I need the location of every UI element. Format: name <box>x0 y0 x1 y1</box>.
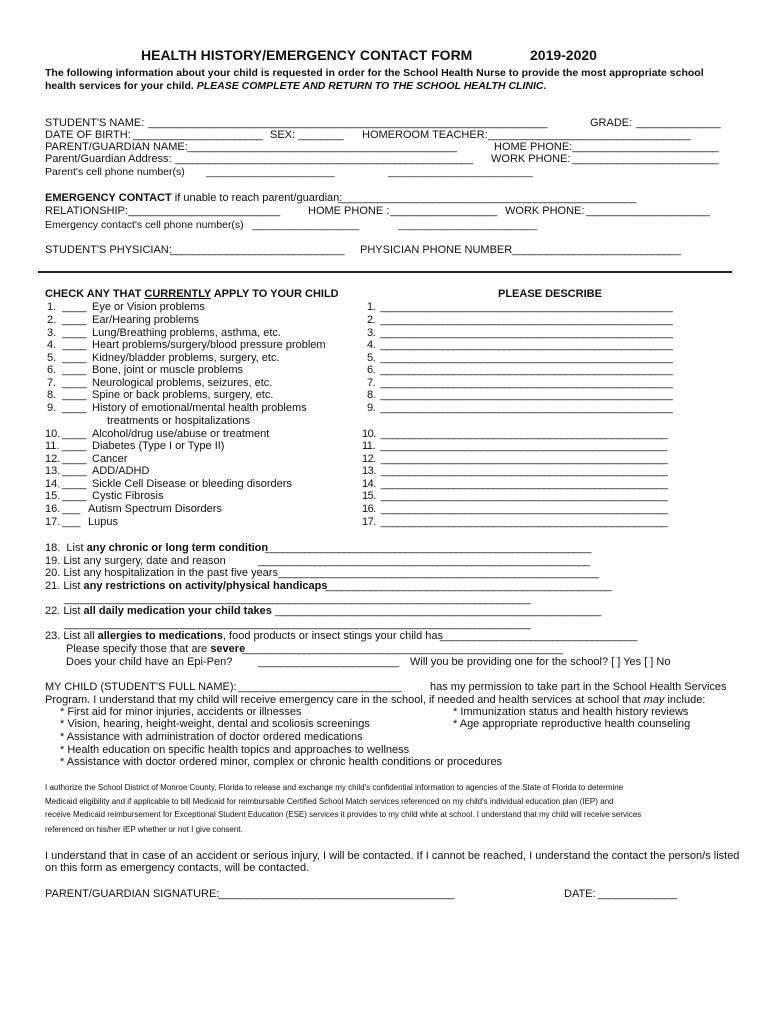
item-number: 16. <box>45 503 61 515</box>
checklist-label-3: Lung/Breathing problems, asthma, etc. <box>92 327 281 339</box>
q23-post: , food products or insect stings your child has <box>222 630 444 642</box>
checklist-heading <box>45 288 339 300</box>
question-18 <box>45 542 268 554</box>
parent-address-label: Parent/Guardian Address: <box>45 153 172 165</box>
question-22-field[interactable]: __________________________________________________________ <box>275 605 601 617</box>
service-item-1: * First aid for minor injuries, accidents or illnesses <box>60 706 302 718</box>
dob-field[interactable]: _______________________ <box>133 129 263 141</box>
item-number: 6. <box>47 364 57 376</box>
q22-bold: all daily medication your child takes <box>83 605 272 617</box>
checklist-label-4: Heart problems/surgery/blood pressure problem <box>92 339 326 351</box>
emergency-label-rest: if unable to reach parent/guardian: <box>174 192 343 204</box>
sex-label: SEX: <box>270 129 296 141</box>
checklist-box-10[interactable]: ____ <box>62 428 87 440</box>
q22-pre: 22. List <box>45 605 81 617</box>
question-20-field[interactable]: _________________________________________________________ <box>278 567 599 579</box>
closing-line-2: on this form as emergency contacts, will be contacted. <box>45 862 310 874</box>
question-22-field-2[interactable]: ___________________________________________________________________________________ <box>64 618 531 630</box>
relationship-label: RELATIONSHIP: <box>45 205 128 217</box>
item-number: 2. <box>47 314 57 326</box>
date-field[interactable]: ______________ <box>598 888 677 900</box>
checklist-label-7: Neurological problems, seizures, etc. <box>92 377 273 389</box>
service-item-4: * Health education on specific health topics and approaches to wellness <box>60 744 410 756</box>
question-19: 19. List any surgery, date and reason <box>45 555 226 567</box>
student-name-field[interactable]: _______________________________________________________________________ <box>148 117 547 129</box>
checklist-item-10 <box>45 428 60 440</box>
sex-field[interactable]: ________ <box>298 129 343 141</box>
emergency-home-phone-field[interactable]: ___________________ <box>390 205 497 217</box>
checklist-item-14 <box>45 478 60 490</box>
permission-line-2 <box>45 694 705 706</box>
physician-field[interactable]: _______________________________ <box>170 244 345 256</box>
item-number: 1. <box>47 301 57 313</box>
checklist-item-1 <box>47 301 56 313</box>
checklist-item-12 <box>45 453 60 465</box>
describe-line-5[interactable]: 5. ____________________________________________________ <box>367 352 673 364</box>
parent-name-label: PARENT/GUARDIAN NAME: <box>45 141 188 153</box>
item-number: 12. <box>45 453 61 465</box>
question-21-field-2[interactable]: ___________________________________________________________________________________ <box>64 593 531 605</box>
physician-phone-label: PHYSICIAN PHONE NUMBER <box>360 244 513 256</box>
q18-pre: List <box>66 542 84 554</box>
severe-bold: severe <box>210 643 246 655</box>
checklist-item-15 <box>45 490 60 502</box>
checklist-label-13: ADD/ADHD <box>92 465 150 477</box>
work-phone-field[interactable]: __________________________ <box>572 153 719 165</box>
checklist-box-11[interactable]: ____ <box>62 440 87 452</box>
emergency-cell-label: Emergency contact's cell phone number(s) <box>45 219 244 231</box>
form-year: 2019-2020 <box>530 47 597 63</box>
describe-line-16[interactable]: 16. ___________________________________________________ <box>362 503 668 515</box>
dob-label: DATE OF BIRTH: <box>45 129 131 141</box>
parent-address-field[interactable]: _____________________________________________________ <box>175 153 473 165</box>
item-number: 13. <box>45 465 61 477</box>
intro-line-1: The following information about your child is requested in order for the School Health Nurse to provide the most appropriate school <box>45 67 704 79</box>
checklist-item-5 <box>47 352 56 364</box>
question-21 <box>45 580 327 592</box>
closing-line-1: I understand that in case of an accident or serious injury, I will be contacted. If I cannot be reached, I understand the contact the person/s listed <box>45 850 740 862</box>
checklist-item-9 <box>47 402 56 414</box>
checklist-label-9: History of emotional/mental health problems <box>92 402 307 414</box>
item-number: 7. <box>47 377 57 389</box>
checklist-box-13[interactable]: ____ <box>62 465 87 477</box>
question-23 <box>45 630 443 642</box>
parent-cell-label: Parent's cell phone number(s) <box>45 166 185 178</box>
checklist-item-16 <box>45 503 60 515</box>
checklist-item-6 <box>47 364 56 376</box>
checklist-label-16: Autism Spectrum Disorders <box>88 503 222 515</box>
checklist-heading-underlined: CURRENTLY <box>144 288 212 300</box>
checklist-item-17 <box>45 516 60 528</box>
question-18-field[interactable]: __________________________________________________________ <box>265 542 591 554</box>
checklist-heading-post: APPLY TO YOUR CHILD <box>213 288 339 300</box>
item-number: 5. <box>47 352 57 364</box>
severe-pre: Please specify those that are <box>66 643 208 655</box>
item-number: 14. <box>45 478 61 490</box>
homeroom-label: HOMEROOM TEACHER: <box>362 129 488 141</box>
describe-line-2[interactable]: 2. ____________________________________________________ <box>367 314 673 326</box>
describe-line-3[interactable]: 3. ____________________________________________________ <box>367 327 673 339</box>
describe-line-4[interactable]: 4. ____________________________________________________ <box>367 339 673 351</box>
describe-line-6[interactable]: 6. ____________________________________________________ <box>367 364 673 376</box>
item-number: 17. <box>45 516 61 528</box>
permission-child-field[interactable]: _____________________________ <box>238 681 401 693</box>
form-title: HEALTH HISTORY/EMERGENCY CONTACT FORM <box>141 47 473 63</box>
home-phone-label: HOME PHONE: <box>494 141 573 153</box>
checklist-label-2: Ear/Hearing problems <box>92 314 199 326</box>
permission-line-2-italic: may <box>643 694 665 706</box>
q23-bold: allergies to medications <box>97 630 223 642</box>
question-19-field[interactable]: ___________________________________________________________ <box>258 555 590 567</box>
describe-line-10[interactable]: 10. ___________________________________________________ <box>362 428 668 440</box>
item-number: 9. <box>47 402 57 414</box>
grade-label: GRADE: <box>590 117 633 129</box>
item-number: 15. <box>45 490 61 502</box>
section-divider <box>38 271 732 273</box>
checklist-item-4 <box>47 339 56 351</box>
question-20: 20. List any hospitalization in the past five years <box>45 567 278 579</box>
describe-line-13[interactable]: 13. ___________________________________________________ <box>362 465 668 477</box>
checklist-item-8 <box>47 389 56 401</box>
checklist-label-5: Kidney/bladder problems, surgery, etc. <box>92 352 280 364</box>
homeroom-field[interactable]: ____________________________________ <box>488 129 691 141</box>
describe-line-17[interactable]: 17. ___________________________________________________ <box>362 516 668 528</box>
describe-line-15[interactable]: 15. ___________________________________________________ <box>362 490 668 502</box>
service-item-5: * Assistance with doctor ordered minor, complex or chronic health conditions or procedures <box>60 756 503 768</box>
emergency-work-phone-label: WORK PHONE: <box>505 205 585 217</box>
parent-cell-field-1[interactable]: ________________________ <box>206 166 335 178</box>
intro-line-2-text: health services for your child. <box>45 80 194 92</box>
describe-line-9[interactable]: 9. ____________________________________________________ <box>367 402 673 414</box>
item-number: 3. <box>47 327 57 339</box>
signature-field[interactable]: __________________________________________ <box>218 888 454 900</box>
checklist-box-5[interactable]: ____ <box>62 352 87 364</box>
q23-pre: 23. List all <box>45 630 95 642</box>
student-name-label: STUDENT'S NAME: <box>45 117 145 129</box>
physician-label: STUDENT'S PHYSICIAN: <box>45 244 172 256</box>
checklist-label-6: Bone, joint or muscle problems <box>92 364 244 376</box>
authorization-line-3: receive Medicaid reimbursement for Exceptional Student Education (ESE) services it provides to my child while at school. I understand that my child will receive services <box>45 810 642 819</box>
emergency-cell-field-2[interactable]: __________________________ <box>398 219 537 231</box>
q21-bold: any restrictions on activity/physical handicaps <box>83 580 328 592</box>
intro-line-2 <box>45 80 546 92</box>
checklist-box-17[interactable]: ___ <box>62 516 81 528</box>
emergency-label <box>45 192 342 204</box>
grade-field[interactable]: _______________ <box>636 117 721 129</box>
service-item-6: * Immunization status and health history reviews <box>453 706 689 718</box>
item-number: 11. <box>45 440 60 452</box>
checklist-item-3 <box>47 327 56 339</box>
checklist-label-17: Lupus <box>88 516 118 528</box>
authorization-line-4: referenced on his/her IEP whether or not I give consent. <box>45 825 243 834</box>
epipen-field[interactable]: _________________________ <box>258 656 399 668</box>
epipen-provide-question: Will you be providing one for the school? [ ] Yes [ ] No <box>410 656 671 668</box>
authorization-line-1: I authorize the School District of Monroe County, Florida to release and exchange my child's confidential information to agencies of the State of Florida to determine <box>45 783 624 792</box>
service-item-2: * Vision, hearing, height-weight, dental and scoliosis screenings <box>60 718 370 730</box>
checklist-box-15[interactable]: ____ <box>62 490 87 502</box>
question-21-field[interactable]: ___________________________________________________ <box>325 580 612 592</box>
signature-label: PARENT/GUARDIAN SIGNATURE: <box>45 888 220 900</box>
describe-line-7[interactable]: 7. ____________________________________________________ <box>367 377 673 389</box>
home-phone-field[interactable]: __________________________ <box>572 141 719 153</box>
checklist-label-15: Cystic Fibrosis <box>92 490 164 502</box>
permission-child-label: MY CHILD (STUDENT'S FULL NAME): <box>45 681 237 693</box>
date-label: DATE: <box>564 888 596 900</box>
service-item-3: * Assistance with administration of doctor ordered medications <box>60 731 363 743</box>
permission-line-1-post: has my permission to take part in the School Health Services <box>430 681 727 693</box>
describe-heading: PLEASE DESCRIBE <box>498 288 602 300</box>
parent-name-field[interactable]: ________________________________________________ <box>187 141 457 153</box>
checklist-label-12: Cancer <box>92 453 128 465</box>
question-23-field[interactable]: ___________________________________ <box>440 630 637 642</box>
checklist-box-12[interactable]: ____ <box>62 453 87 465</box>
describe-line-12[interactable]: 12. ___________________________________________________ <box>362 453 668 465</box>
item-number: 10. <box>45 428 61 440</box>
checklist-label-8: Spine or back problems, surgery, etc. <box>92 389 274 401</box>
checklist-box-14[interactable]: ____ <box>62 478 87 490</box>
emergency-contact-field[interactable]: _____________________________________________________ <box>338 192 636 204</box>
checklist-item-7 <box>47 377 56 389</box>
checklist-box-6[interactable]: ____ <box>62 364 87 376</box>
describe-line-8[interactable]: 8. ____________________________________________________ <box>367 389 673 401</box>
checklist-box-2[interactable]: ____ <box>62 314 87 326</box>
checklist-label-11: Diabetes (Type I or Type II) <box>92 440 225 452</box>
parent-cell-field-2[interactable]: ___________________________ <box>388 166 533 178</box>
epipen-question: Does your child have an Epi-Pen? <box>66 656 233 668</box>
q18-bold: any chronic or long term condition <box>86 542 269 554</box>
permission-line-2-post: include: <box>667 694 706 706</box>
checklist-box-4[interactable]: ____ <box>62 339 87 351</box>
permission-line-2-pre: Program. I understand that my child will receive emergency care in the school, if needed and health services at school that <box>45 694 641 706</box>
checklist-heading-pre: CHECK ANY THAT <box>45 288 142 300</box>
checklist-box-9[interactable]: ____ <box>62 402 87 414</box>
severe-allergies-field[interactable]: _________________________________________________________ <box>242 643 563 655</box>
question-22 <box>45 605 272 617</box>
q18-number: 18. <box>45 542 61 554</box>
service-item-7: * Age appropriate reproductive health counseling <box>453 718 691 730</box>
checklist-label-14: Sickle Cell Disease or bleeding disorders <box>92 478 292 490</box>
item-number: 4. <box>47 339 57 351</box>
checklist-box-3[interactable]: ____ <box>62 327 87 339</box>
checklist-item-2 <box>47 314 56 326</box>
describe-line-1[interactable]: 1. ____________________________________________________ <box>367 301 673 313</box>
checklist-label-10: Alcohol/drug use/abuse or treatment <box>92 428 270 440</box>
checklist-label-1: Eye or Vision problems <box>92 301 205 313</box>
physician-phone-field[interactable]: ______________________________ <box>512 244 681 256</box>
checklist-item-11 <box>45 440 59 452</box>
checklist-box-8[interactable]: ____ <box>62 389 87 401</box>
item-number: 8. <box>47 389 57 401</box>
emergency-cell-field-1[interactable]: ____________________ <box>252 219 359 231</box>
checklist-item-13 <box>45 465 60 477</box>
intro-line-2-italic: PLEASE COMPLETE AND RETURN TO THE SCHOOL HEALTH CLINIC. <box>196 80 547 92</box>
checklist-box-7[interactable]: ____ <box>62 377 87 389</box>
describe-line-11[interactable]: 11. ___________________________________________________ <box>362 440 667 452</box>
checklist-box-16[interactable]: ___ <box>62 503 81 515</box>
relationship-field[interactable]: ___________________________ <box>128 205 280 217</box>
checklist-label-9-cont: treatments or hospitalizations <box>107 415 251 427</box>
q21-pre: 21. List <box>45 580 81 592</box>
work-phone-label: WORK PHONE: <box>491 153 571 165</box>
emergency-label-bold: EMERGENCY CONTACT <box>45 192 172 204</box>
checklist-box-1[interactable]: ____ <box>62 301 87 313</box>
severe-allergies <box>66 643 245 655</box>
authorization-line-2: Medicaid eligibility and if applicable to bill Medicaid for reimbursable Certified School Match services referenced on my child's individual education plan (IEP) and <box>45 797 614 806</box>
emergency-work-phone-field[interactable]: ______________________ <box>586 205 710 217</box>
describe-line-14[interactable]: 14. ___________________________________________________ <box>362 478 668 490</box>
emergency-home-phone-label: HOME PHONE : <box>308 205 390 217</box>
